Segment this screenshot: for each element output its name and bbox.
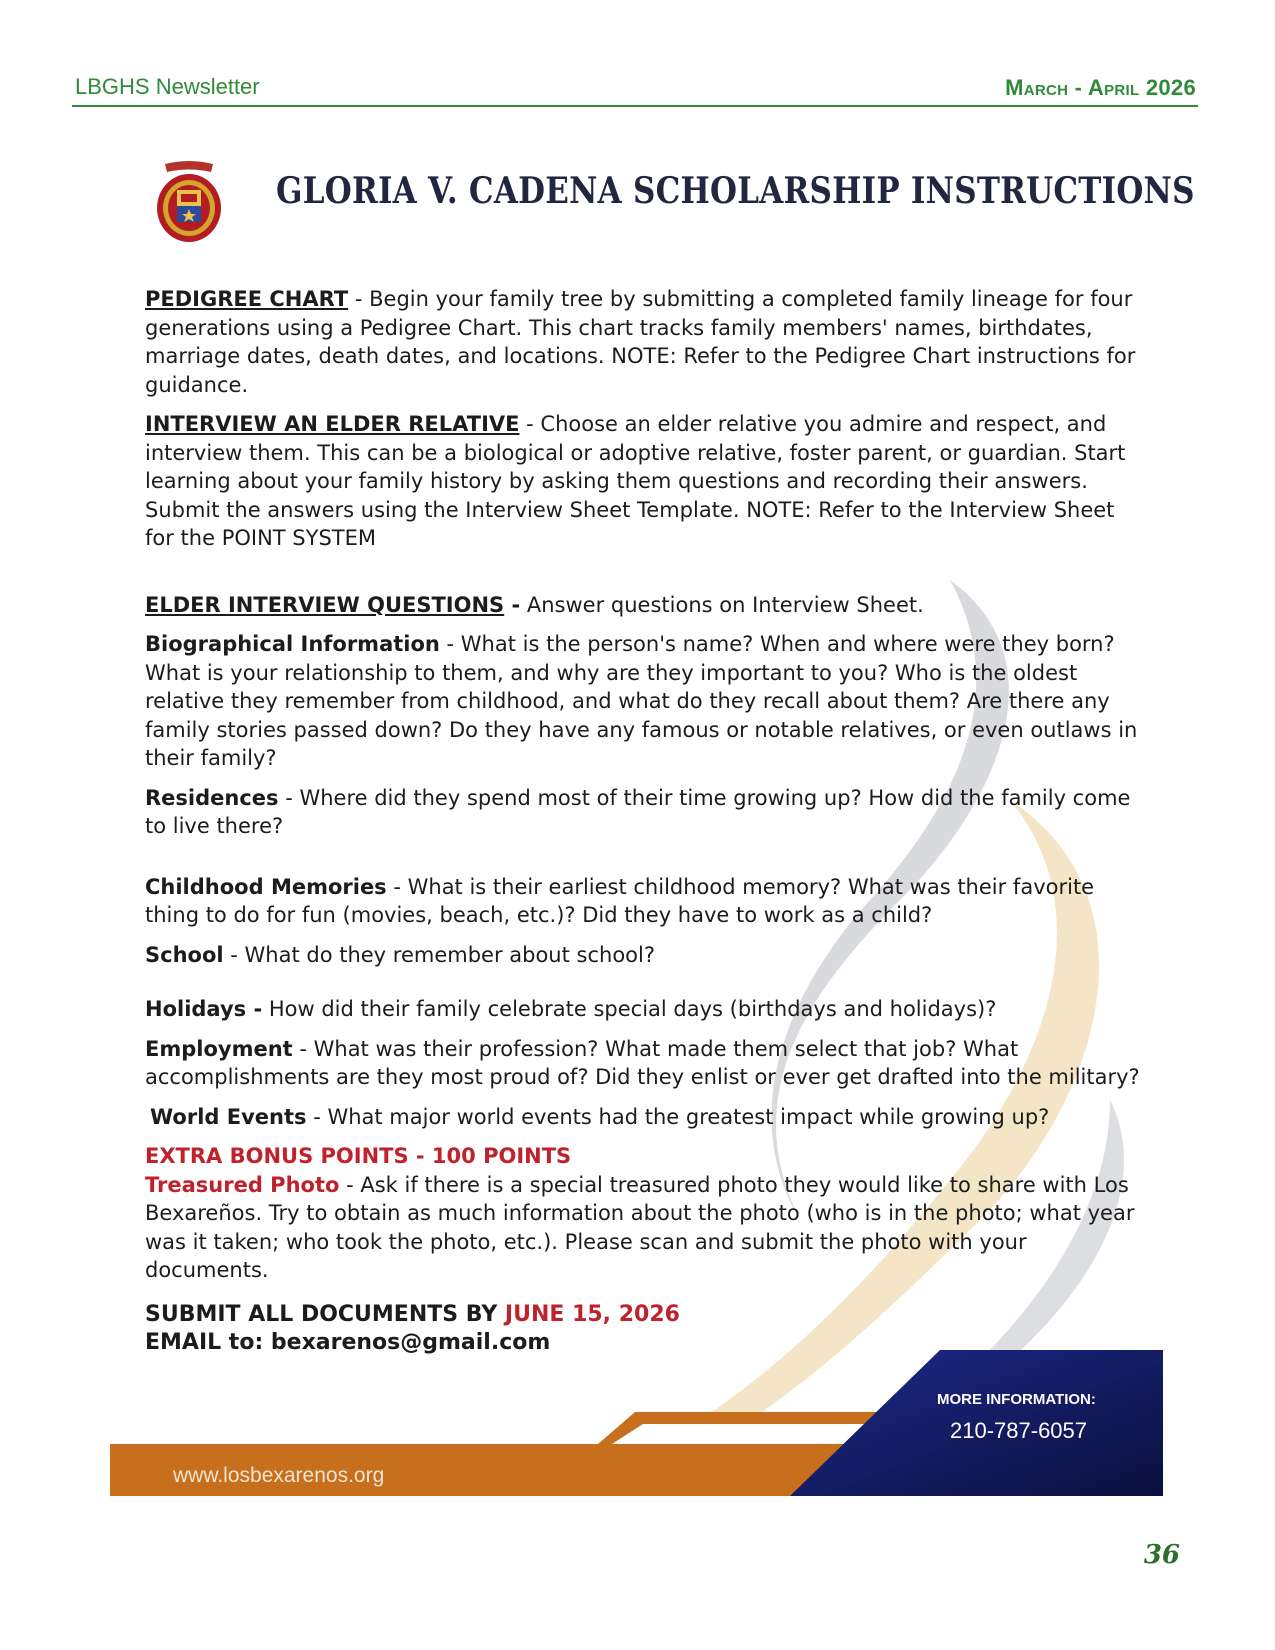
questions-dash: - <box>504 592 521 617</box>
school-text: - What do they remember about school? <box>223 942 656 967</box>
pedigree-heading: PEDIGREE CHART <box>145 287 349 311</box>
bonus-heading: EXTRA BONUS POINTS - 100 POINTS <box>145 1144 572 1168</box>
childhood-heading: Childhood Memories <box>145 874 387 899</box>
website-link[interactable]: www.losbexarenos.org <box>173 1464 385 1487</box>
holidays-heading: Holidays - <box>145 997 263 1021</box>
residences-heading: Residences <box>145 785 279 810</box>
employment-text: - What was their profession? What made them select that job? What accomplishments are they most proud of? Did they enlist or ever get drafted into the military? <box>145 1036 1140 1089</box>
submit-label: SUBMIT ALL DOCUMENTS BY <box>145 1301 505 1327</box>
pedigree-text: - Begin your family tree by submitting a completed family lineage for four generations using a Pedigree Chart. This chart tracks family members' names, birthdates, marriage dates, death dates, and locations. NOTE: Refer to the Pedigree Chart instructions for guidance. <box>145 287 1136 397</box>
interview-text: - Choose an elder relative you admire and respect, and interview them. This can be a biological or adoptive relative, foster parent, or guardian. Start learning about your family history by asking them questions and recording their answers. Submit the answers using the Interview Sheet Template. NOTE: Refer to the Interview Sheet for the POINT SYSTEM <box>145 412 1126 550</box>
school-heading: School <box>145 942 224 967</box>
questions-heading: ELDER INTERVIEW QUESTIONS <box>145 592 505 617</box>
residences-text: - Where did they spend most of their time growing up? How did the family come to live there? <box>145 785 1131 838</box>
biographical-text: - What is the person's name? When and where were they born? What is your relationship to them, and why are they important to you? Who is the oldest relative they remember from childhood, and what do they recall about them? Are there any family stories passed down? Do they have any famous or notable relatives, or even outlaws in their family? <box>145 632 1138 770</box>
biographical-heading: Biographical Information <box>145 632 440 656</box>
childhood-text: - What is their earliest childhood memory? What was their favorite thing to do for fun (movies, beach, etc.)? Did they have to work as a child? <box>145 874 1095 927</box>
more-info-label: MORE INFORMATION: <box>937 1391 1096 1408</box>
world-events-heading: World Events <box>150 1104 307 1129</box>
treasured-photo-text: - Ask if there is a special treasured photo they would like to share with Los Bexareños. Try to obtain as much information about the photo (who is in the photo; what year was it taken; who took the photo, etc.). Please scan and submit the photo with your documents. <box>145 1172 1135 1282</box>
world-events-text: - What major world events had the greatest impact while growing up? <box>306 1104 1050 1129</box>
issue-date: March - April 2026 <box>1005 75 1196 100</box>
holidays-text: How did their family celebrate special days (birthdays and holidays)? <box>262 997 997 1021</box>
employment-heading: Employment <box>145 1036 293 1061</box>
submit-email: EMAIL to: bexarenos@gmail.com <box>145 1330 551 1355</box>
treasured-photo-heading: Treasured Photo <box>145 1172 340 1197</box>
interview-heading: INTERVIEW AN ELDER RELATIVE <box>145 412 520 436</box>
phone-number: 210-787-6057 <box>950 1418 1088 1443</box>
newsletter-name: LBGHS Newsletter <box>75 74 260 99</box>
submit-deadline: JUNE 15, 2026 <box>504 1301 680 1327</box>
page-number: 36 <box>1143 1540 1180 1570</box>
page-title: GLORIA V. CADENA SCHOLARSHIP INSTRUCTIONS <box>276 170 1195 212</box>
questions-text: Answer questions on Interview Sheet. <box>520 592 924 617</box>
